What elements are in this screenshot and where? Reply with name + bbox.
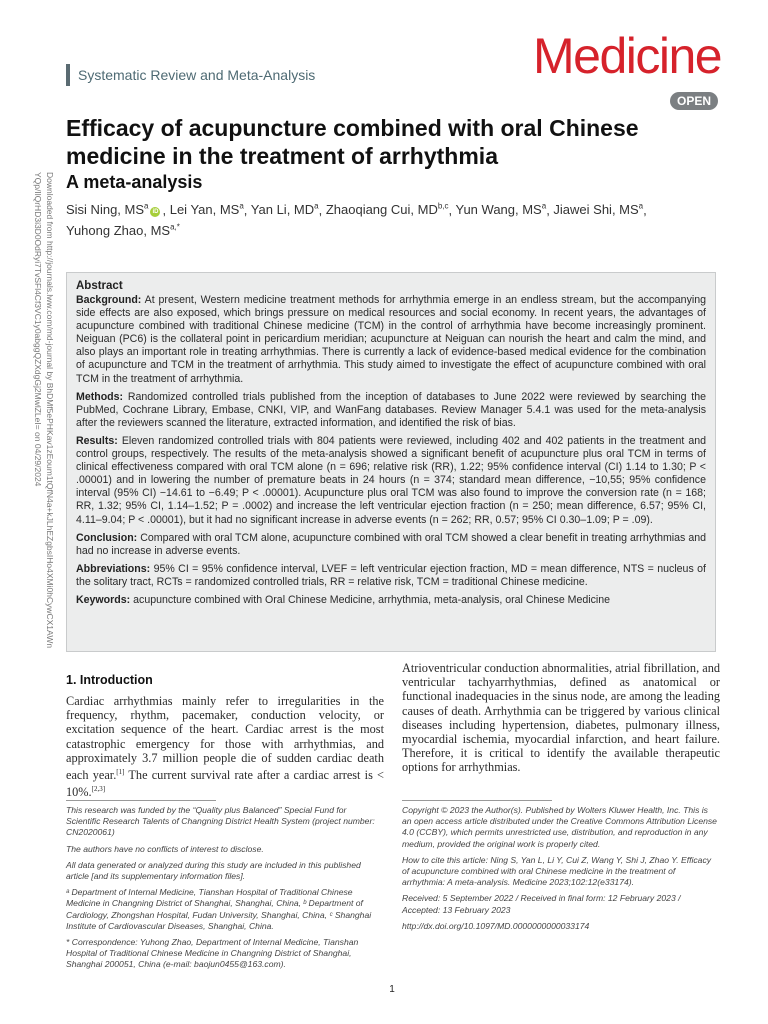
author[interactable]: Lei Yan, $MS^a$ [169,202,244,218]
abstract-results: Results: Eleven randomized controlled trials with 804 patients were reviewed, including 402 and 402 patients in the treatment and control groups, respectively. The results of the meta-analysis showed a significant benefit of acupuncture plus oral TCM in terms of clinical effectiveness compared with oral TCM alone (n = 696; relative risk (RR), 1.22; 95% confidence interval (CI) 1.14 to 1.30; P < .00001) and in lowering the number of premature beats in 24 hours (n = 374; standard mean difference, −10,55; 95% confidence interval (95% CI) −14.61 to −6.49; P < .00001). Acupuncture plus oral TCM was also found to improve the conversion rate (n = 168; RR, 1.32; 95% CI, 1.14–1.52; P = .0002) and increase the left ventricular ejection fraction (n = 250; mean difference, 6.57; 95% CI, 4.11–9.04; P < .00001), but it had no significant increase in adverse events (n = 262; RR, 0.57; 95% CI 0.30–1.09; P = .09). [76,434,707,526]
citation-link[interactable]: [2,3] [91,785,106,794]
journal-logo: Medicine [533,28,722,84]
download-note: Downloaded from http://journals.lww.com/md-journal by BhDMf5ePHKav1zEoum1tQfN4a+kJLhEZgbsIHo4XMi0hCywCX1AWnYQp/IlQrHD3i3D0OdRyi7TvSFl4Cf3VC1y0abggQZXdgGj2MwlZLeI= on 04/29/2024 [33,172,55,649]
abstract-methods: Methods: Randomized controlled trials published from the inception of databases to June 2022 were reviewed by searching the PubMed, Cochrane Library, Embase, CNKI, VIP, and WanFang databases. Review Manager 5.4.1 was used for the meta-analysis after the reviewers scanned the literature, extracted information, and identified the risk of bias. [76,390,706,429]
author[interactable]: Jiawei Shi, $MS^a$ [553,202,644,218]
abstract-abbreviations: Abbreviations: 95% CI = 95% confidence interval, LVEF = left ventricular ejection fraction, MD = mean difference, NTS = nucleus of the solitary tract, RCTs = randomized controlled trials, RR = relative risk, TCM = traditional Chinese medicine. [76,562,706,588]
abstract-box [66,272,716,652]
author[interactable]: Yun Wang, $MS^a$ [455,202,547,218]
copyright-note: Copyright © 2023 the Author(s). Published by Wolters Kluwer Health, Inc. This is an open access article distributed under the Creative Commons Attribution License 4.0 (CCBY), which permits unrestricted use, distribution, and reproduction in any medium, provided the original work is properly cited. [402,805,717,849]
open-access-badge: OPEN [670,92,718,110]
article-subtitle: A meta-analysis [66,172,203,192]
footnotes-right [402,805,718,937]
footnote-divider [402,800,552,801]
author[interactable]: Yuhong Zhao, $MS^{a,*}$ [66,222,180,238]
page-number: 1 [389,984,395,995]
abstract-conclusion: Conclusion: Compared with oral TCM alone, acupuncture combined with oral TCM showed a clear benefit in treating arrhythmias and had no increase in adverse events. [76,531,706,557]
intro-paragraph-2: Atrioventricular conduction abnormalities, atrial fibrillation, and ventricular tachyarrhythmias, defined as anatomical or functional inadequacies in the sinus node, are among the leading causes of death. Arrhythmia can be triggered by various clinical diseases including hypertension, diabetes, pulmonary illness, myocardial ischemia, myocardial infarction, and heart failure. Therefore, it is critical to identify the available therapeutic options for arrhythmias. [402,661,720,775]
section-label: Systematic Review and Meta-Analysis [66,64,315,86]
author[interactable]: Zhaoqiang Cui, MD$^{b,c}$ [325,202,449,218]
orcid-icon[interactable]: iD [152,209,159,216]
author-list: Sisi Ning, $MS^aiD$ , Lei Yan, $MS^a$, Yan Li, $MD^a$, Zhaoqiang Cui, MD$^{b,c}$, Yun Wang, $MS^a$, Jiawei Shi, $MS^a$, Yuhong Zhao, $MS^{a,*}$ [66,202,647,238]
conflict-note: The authors have no conflicts of interest to disclose. [66,843,264,854]
correspondence-note: * Correspondence: Yuhong Zhao, Department of Internal Medicine, Tianshan Hospital of Traditional Chinese Medicine in Changning District of Shanghai, Shanghai 200051, China (e-mail: baojun0455@163.com). [66,937,359,970]
abstract-heading: Abstract [76,280,123,292]
article-title: Efficacy of acupuncture combined with oral Chinese medicine in the treatment of arrhythmia [66,115,639,169]
footnote-divider [66,800,216,801]
received-dates: Received: 5 September 2022 / Received in final form: 12 February 2023 / Accepted: 13 February 2023 [402,893,681,915]
citation-link[interactable]: [1] [116,768,125,777]
author[interactable]: Yan Li, $MD^a$ [250,202,319,218]
funding-note: This research was funded by the “Quality plus Balanced” Special Fund for Scientific Research Talents of Changning District Health System (project number: CN2020061) [66,805,375,838]
citation-note: How to cite this article: Ning S, Yan L, Li Y, Cui Z, Wang Y, Shi J, Zhao Y. Efficacy of acupuncture combined with oral Chinese medicine in the treatment of arrhythmia: A meta-analysis. Medicine 2023;102:12(e33174). [402,854,712,888]
abstract-background: Background: At present, Western medicine treatment methods for arrhythmia emerge in an endless stream, but the accompanying side effects are also exposed, which brings pressure on medical resources and social economy. In recent years, the advantages of acupuncture combined with traditional Chinese medicine (TCM) in the control of arrhythmia have become increasingly prominent. Neiguan (PC6) is the collateral point in pericardium meridian; acupuncture at Neiguan can nourish the heart and calm the mind, and also plays an important role in treating arrhythmias. There is currently a lack of evidence-based medical evidence for the combination of acupuncture and TCM in the treatment of arrhythmia. This study aimed to investigate the effect of acupuncture combined with oral TCM in the treatment of arrhythmia. [76,294,707,385]
intro-column-right [402,661,720,775]
footnotes-left [66,805,382,976]
author[interactable]: Sisi Ning, $MS^a$ [66,202,149,218]
doi-link[interactable]: http://dx.doi.org/10.1097/MD.0000000000033174 [402,920,590,931]
data-availability-note: All data generated or analyzed during this study are included in this published article [and its supplementary information files]. [66,859,361,882]
intro-heading: 1. Introduction [66,673,153,687]
abstract-keywords: Keywords: acupuncture combined with Oral Chinese Medicine, arrhythmia, meta-analysis, oral Chinese Medicine [76,593,611,606]
affiliations-note: ᵃ Department of Internal Medicine, Tianshan Hospital of Traditional Chinese Medicine in Changning District of Shanghai, Shanghai, China, ᵇ Department of Cardiology, Zhongshan Hospital, Fudan University, Shanghai, China, ᶜ Shanghai Institute of Cardiovascular Diseases, Shanghai, China. [66,887,372,931]
intro-paragraph-1: Cardiac arrhythmias mainly refer to irregularities in the frequency, rhythm, pacemaker, conduction velocity, or excitation sequence of the heart. Cardiac arrest is the most catastrophic emergency for those with arrhythmias, and approximately 3.7 million people die of sudden cardiac death each year.[1] The current survival rate after a cardiac arrest is < 10%.[2,3] [66,694,384,800]
intro-column-left [66,672,384,800]
